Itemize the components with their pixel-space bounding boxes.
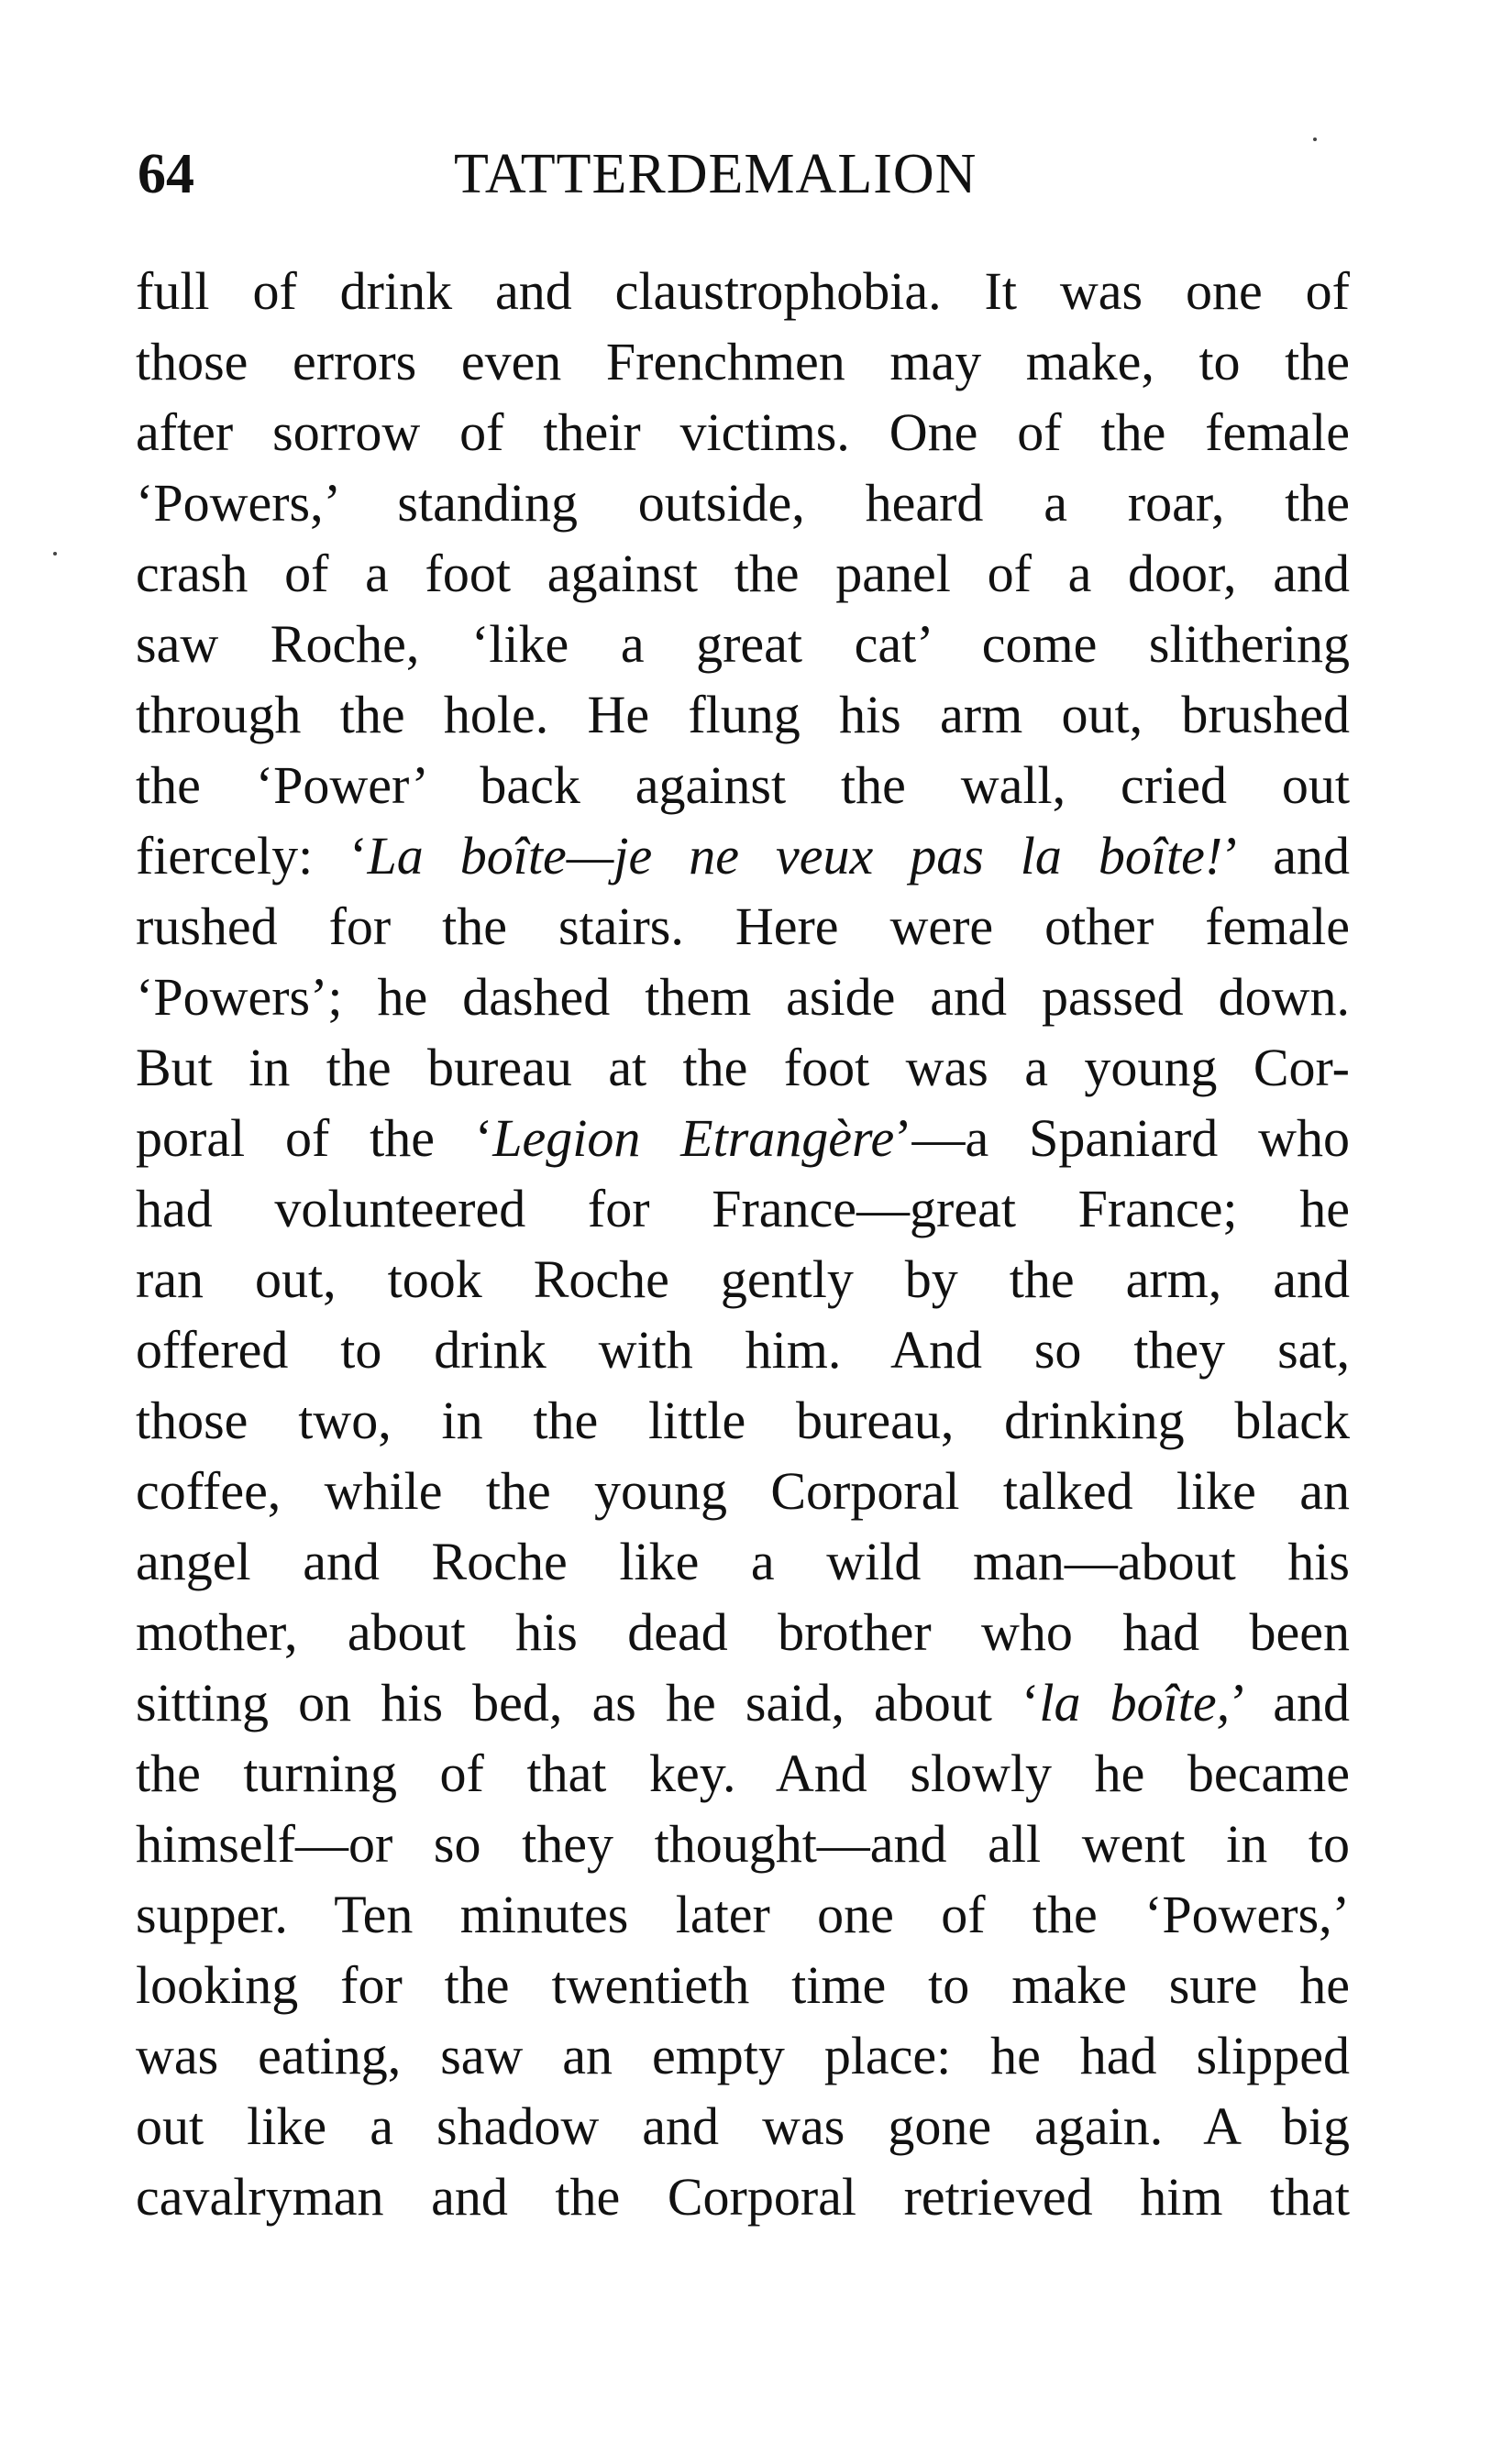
- text-line: saw Roche, ‘like a great cat’ come slithering: [136, 614, 1350, 674]
- line-segment: poral of the ‘: [136, 1108, 493, 1168]
- text-line-with-italic: [136, 1667, 1350, 1738]
- text-line: supper. Ten minutes later one of the ‘Powers,’: [136, 1885, 1350, 1944]
- text-line: ran out, took Roche gently by the arm, and: [136, 1249, 1350, 1309]
- line-segment: ’ and: [1222, 826, 1350, 886]
- text-line: after sorrow of their victims. One of the female: [136, 402, 1350, 462]
- text-line: had volunteered for France—great France; he: [136, 1179, 1350, 1238]
- text-line: himself—or so they thought—and all went in to: [136, 1814, 1350, 1874]
- italic-la-boite: la boîte,: [1039, 1673, 1231, 1732]
- text-line: full of drink and claustrophobia. It was one of: [136, 261, 1350, 321]
- text-line: offered to drink with him. And so they sat,: [136, 1320, 1350, 1380]
- text-line-with-italic: [136, 820, 1350, 891]
- line-segment: ’ and: [1230, 1673, 1350, 1732]
- text-line: coffee, while the young Corporal talked like an: [136, 1461, 1350, 1521]
- body-text: [136, 256, 1350, 2232]
- page-number: 64: [138, 143, 194, 205]
- text-line: looking for the twentieth time to make sure he: [136, 1955, 1350, 2015]
- text-line: rushed for the stairs. Here were other female: [136, 896, 1350, 956]
- line-segment: sitting on his bed, as he said, about ‘: [136, 1673, 1040, 1732]
- italic-french-phrase: La boîte—je ne veux pas la boîte!: [367, 826, 1223, 886]
- text-line: the ‘Power’ back against the wall, cried out: [136, 755, 1350, 815]
- text-line: the turning of that key. And slowly he became: [136, 1744, 1350, 1803]
- running-head: [138, 138, 1357, 211]
- running-title: TATTERDEMALION: [454, 143, 977, 205]
- text-line: out like a shadow and was gone again. A big: [136, 2096, 1350, 2156]
- text-line: ‘Powers’; he dashed them aside and passed down.: [136, 967, 1350, 1027]
- text-line: angel and Roche like a wild man—about his: [136, 1532, 1350, 1591]
- text-line: cavalryman and the Corporal retrieved him that: [136, 2167, 1350, 2227]
- print-speck: [53, 552, 57, 556]
- text-line: those errors even Frenchmen may make, to the: [136, 332, 1350, 391]
- text-line: was eating, saw an empty place: he had slipped: [136, 2026, 1350, 2085]
- print-speck: [1313, 138, 1317, 141]
- text-line: through the hole. He flung his arm out, brushed: [136, 685, 1350, 744]
- text-line: But in the bureau at the foot was a young Cor-: [136, 1038, 1350, 1097]
- text-line: those two, in the little bureau, drinking black: [136, 1391, 1350, 1450]
- italic-legion-name: Legion Etrangère: [492, 1108, 895, 1168]
- text-line: mother, about his dead brother who had been: [136, 1602, 1350, 1662]
- text-line: crash of a foot against the panel of a door, and: [136, 544, 1350, 603]
- line-segment: fiercely: ‘: [136, 826, 368, 886]
- text-line: ‘Powers,’ standing outside, heard a roar, the: [136, 473, 1350, 533]
- text-line-with-italic: [136, 1103, 1350, 1173]
- line-segment: ’—a Spaniard who: [894, 1108, 1350, 1168]
